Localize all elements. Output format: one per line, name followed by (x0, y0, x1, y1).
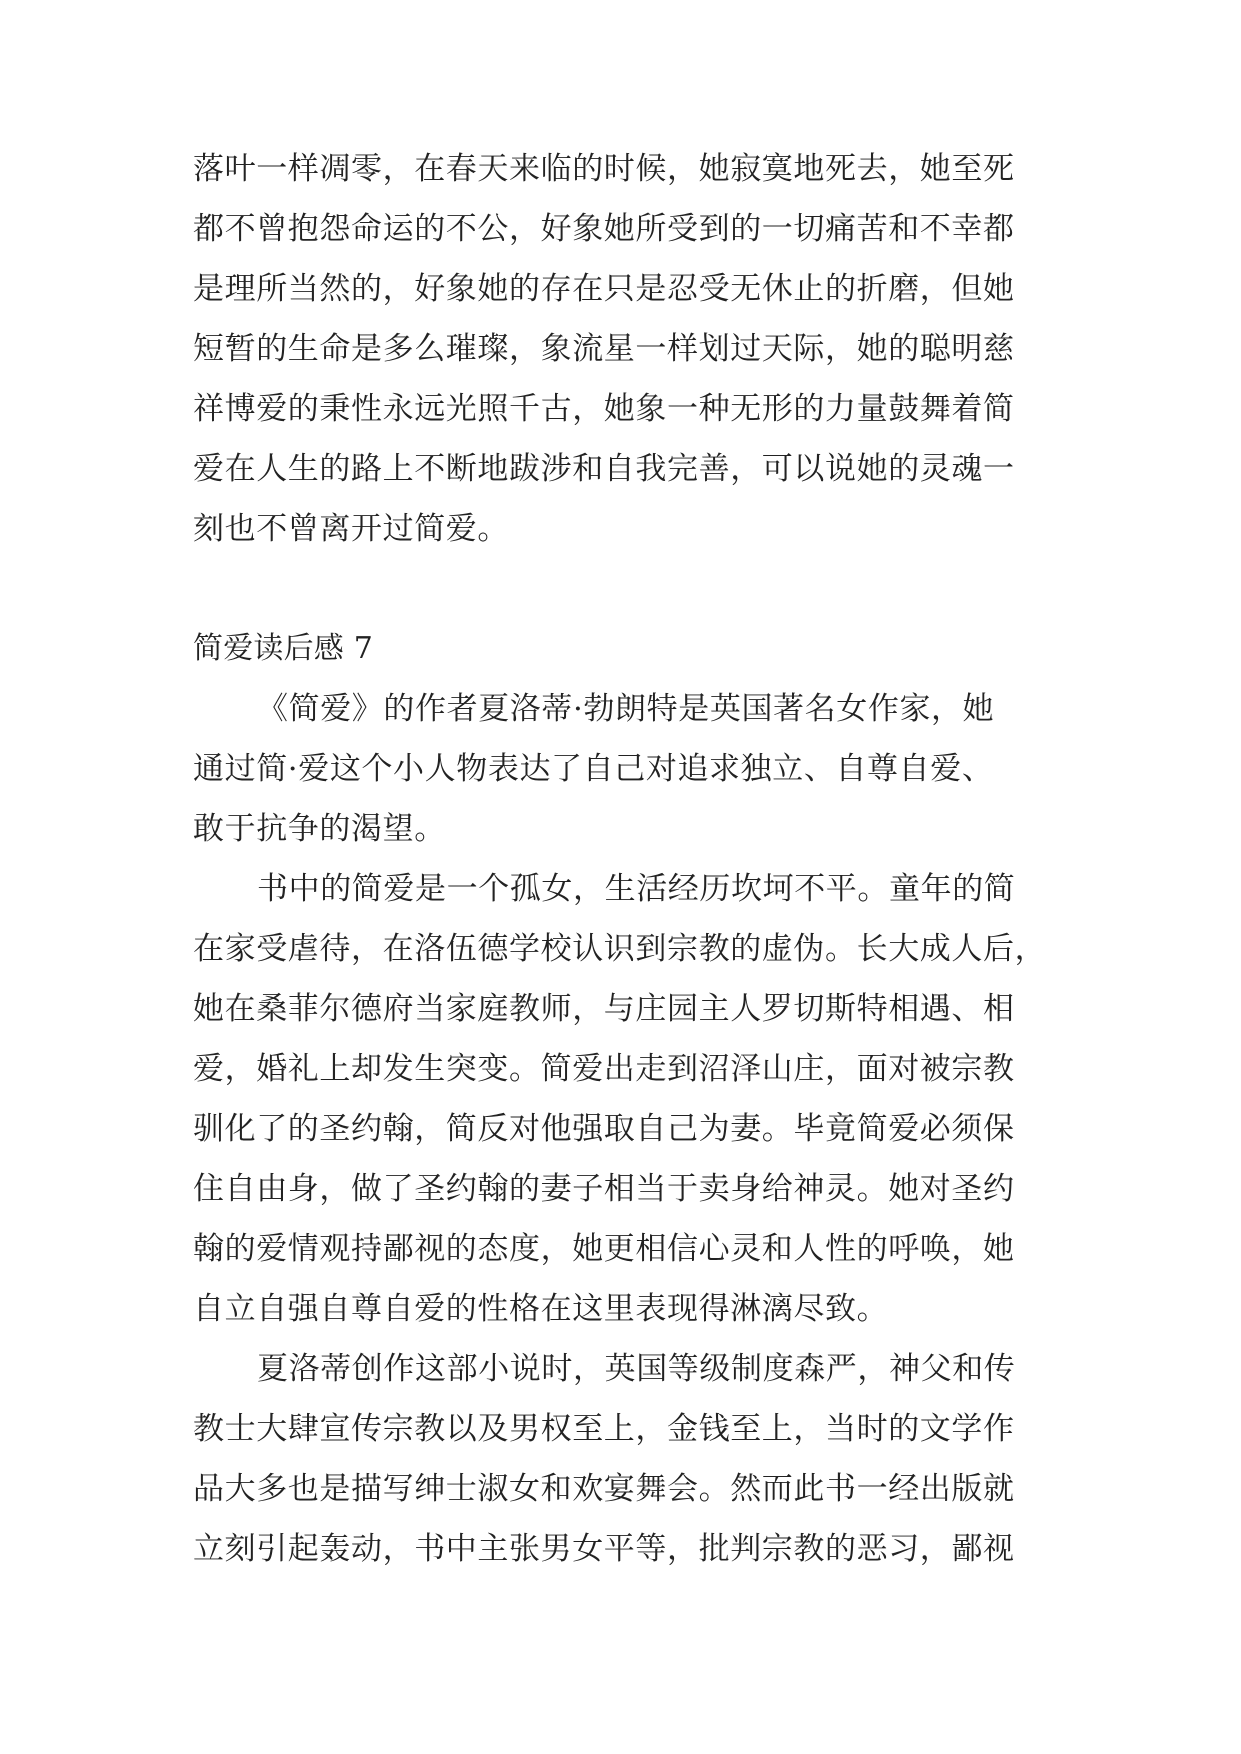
continuation-line: 短暂的生命是多么璀璨，象流星一样划过天际，她的聪明慈 (193, 331, 1015, 367)
paragraph-line: 品大多也是描写绅士淑女和欢宴舞会。然而此书一经出版就 (193, 1471, 1015, 1507)
paragraph-line: 夏洛蒂创作这部小说时，英国等级制度森严，神父和传 (257, 1351, 1016, 1387)
continuation-line: 刻也不曾离开过简爱。 (193, 511, 509, 547)
continuation-line: 祥博爱的秉性永远光照千古，她象一种无形的力量鼓舞着简 (193, 391, 1015, 427)
continuation-line: 爱在人生的路上不断地跋涉和自我完善，可以说她的灵魂一 (193, 451, 1015, 487)
section-heading: 简爱读后感 7 (193, 631, 374, 666)
paragraph-line: 立刻引起轰动，书中主张男女平等，批判宗教的恶习，鄙视 (193, 1531, 1015, 1567)
paragraph-line: 在家受虐待，在洛伍德学校认识到宗教的虚伪。长大成人后， (193, 931, 1047, 967)
continuation-line: 都不曾抱怨命运的不公，好象她所受到的一切痛苦和不幸都 (193, 211, 1015, 247)
paragraph-line: 翰的爱情观持鄙视的态度，她更相信心灵和人性的呼唤，她 (193, 1231, 1015, 1267)
paragraph-line: 敢于抗争的渴望。 (193, 811, 446, 847)
paragraph-line: 自立自强自尊自爱的性格在这里表现得淋漓尽致。 (193, 1291, 889, 1327)
paragraph-line: 教士大肆宣传宗教以及男权至上，金钱至上，当时的文学作 (193, 1411, 1015, 1447)
paragraph-line: 通过简·爱这个小人物表达了自己对追求独立、自尊自爱、 (193, 751, 994, 787)
paragraph-line: 《简爱》的作者夏洛蒂·勃朗特是英国著名女作家，她 (257, 691, 995, 727)
continuation-line: 是理所当然的，好象她的存在只是忍受无休止的折磨，但她 (193, 271, 1015, 307)
paragraph-line: 她在桑菲尔德府当家庭教师，与庄园主人罗切斯特相遇、相 (193, 991, 1015, 1027)
paragraph-line: 驯化了的圣约翰，简反对他强取自己为妻。毕竟简爱必须保 (193, 1111, 1015, 1147)
paragraph-line: 书中的简爱是一个孤女，生活经历坎坷不平。童年的简 (257, 871, 1016, 907)
paragraph-line: 住自由身，做了圣约翰的妻子相当于卖身给神灵。她对圣约 (193, 1171, 1015, 1207)
paragraph-line: 爱，婚礼上却发生突变。简爱出走到沼泽山庄，面对被宗教 (193, 1051, 1015, 1087)
continuation-line: 落叶一样凋零，在春天来临的时候，她寂寞地死去，她至死 (193, 151, 1015, 187)
